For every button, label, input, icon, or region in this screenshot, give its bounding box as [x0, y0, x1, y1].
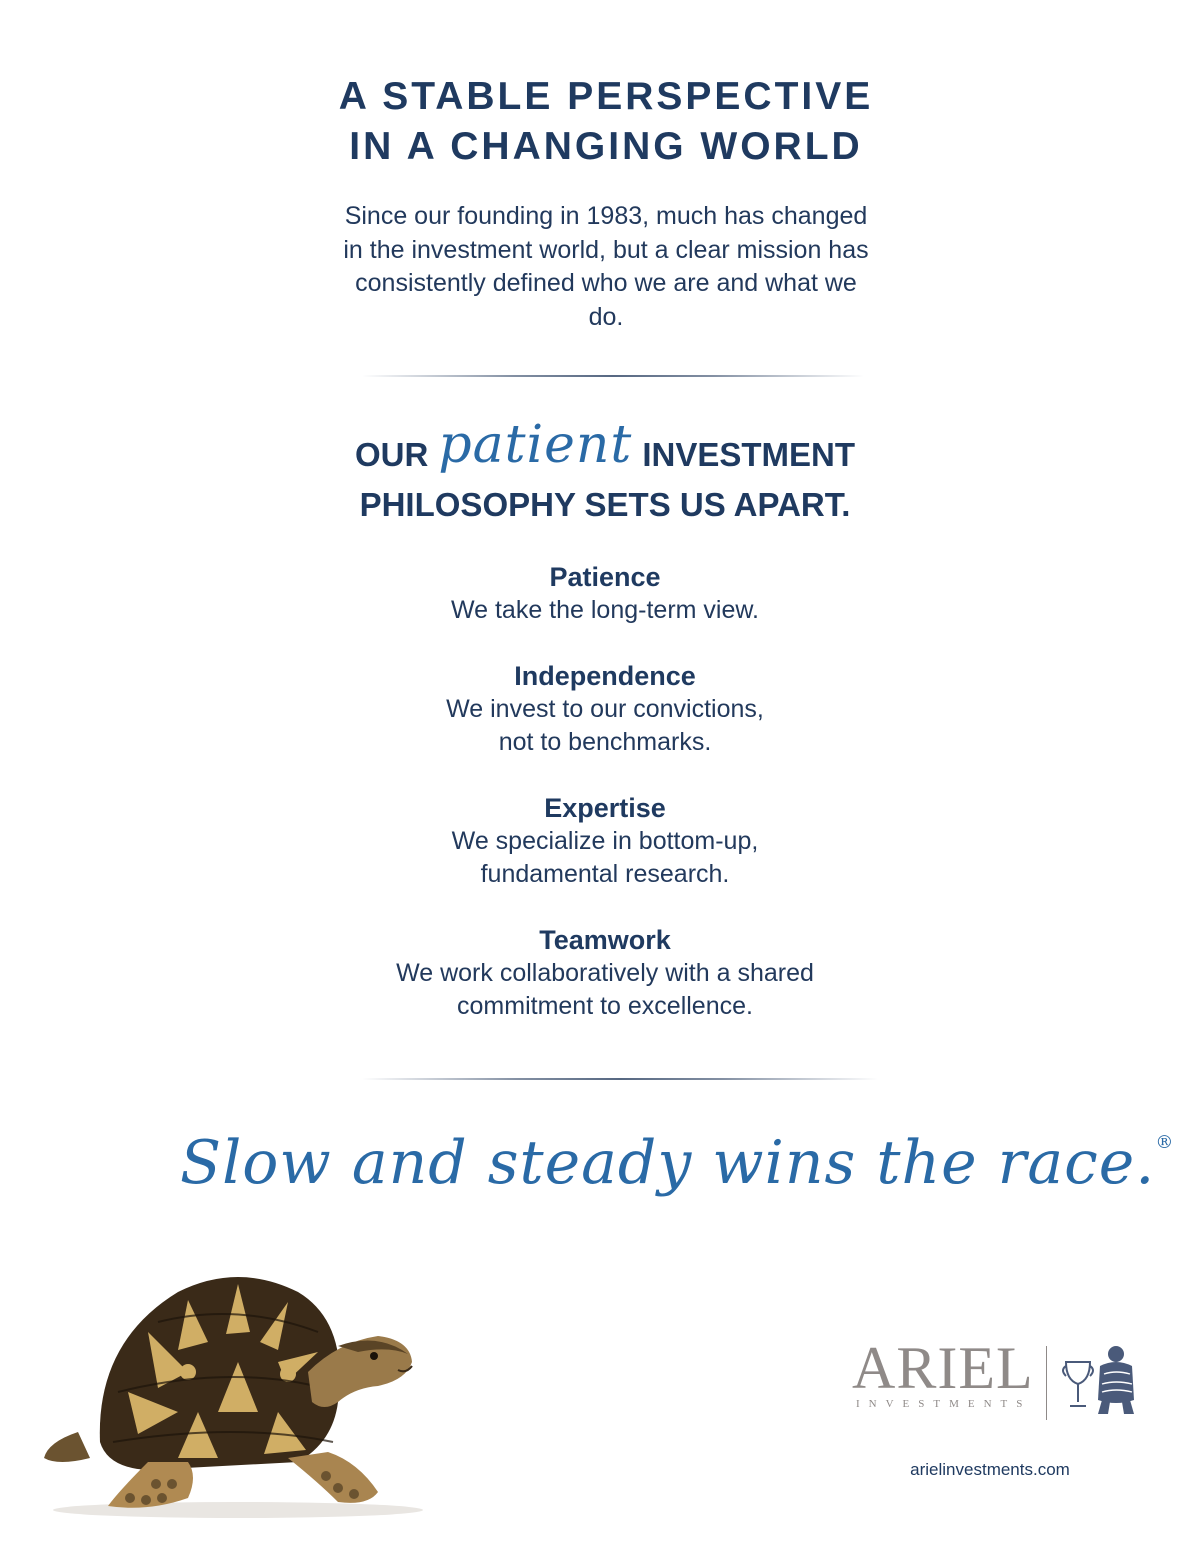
value-line: fundamental research. — [480, 860, 730, 888]
logo-subtitle: INVESTMENTS — [856, 1398, 1032, 1410]
values-list — [0, 560, 1200, 1055]
website-link[interactable]: arielinvestments.com — [910, 1460, 1070, 1479]
logo-divider — [1046, 1346, 1047, 1420]
tortoise-trophy-emblem — [1060, 1340, 1144, 1418]
value-description — [0, 693, 1200, 759]
heading-suffix: INVESTMENT — [642, 436, 855, 473]
page-title — [0, 72, 1200, 172]
value-item-independence — [0, 659, 1200, 759]
value-title: Teamwork — [539, 925, 671, 955]
heading-prefix: OUR — [354, 436, 429, 473]
divider-bottom — [362, 1078, 878, 1080]
philosophy-heading-line-2: PHILOSOPHY SETS US APART. — [359, 486, 851, 523]
intro-paragraph: Since our founding in 1983, much has changed in the investment world, but a clear mission has consistently defined who we are and what we do. — [343, 202, 869, 331]
value-item-teamwork — [0, 923, 1200, 1023]
title-line-2: IN A CHANGING WORLD — [349, 125, 863, 168]
value-description — [0, 825, 1200, 891]
heading-script-word: patient — [438, 415, 633, 475]
registered-mark: ® — [1155, 1132, 1175, 1153]
tagline-text: Slow and steady wins the race. — [180, 1128, 1156, 1198]
value-line: We specialize in bottom-up, — [451, 827, 759, 855]
ariel-logo — [852, 1336, 1152, 1436]
value-title: Independence — [514, 661, 696, 691]
title-line-1: A STABLE PERSPECTIVE — [338, 75, 874, 118]
philosophy-heading — [0, 415, 1200, 530]
value-line: commitment to excellence. — [457, 992, 753, 1020]
value-line: We invest to our convictions, — [446, 695, 764, 723]
value-title: Patience — [549, 562, 661, 592]
logo-wordmark: ARIEL — [852, 1335, 1034, 1401]
value-line: We take the long-term view. — [450, 596, 759, 624]
divider-top — [362, 375, 864, 377]
tortoise-image — [38, 1262, 428, 1520]
value-description — [0, 957, 1200, 1023]
value-item-patience — [0, 560, 1200, 627]
philosophy-heading-line-1 — [0, 415, 1200, 480]
value-title: Expertise — [544, 793, 666, 823]
value-item-expertise — [0, 791, 1200, 891]
tagline — [180, 1128, 1175, 1198]
value-description — [0, 594, 1200, 627]
value-line: not to benchmarks. — [498, 728, 712, 756]
value-line: We work collaboratively with a shared — [396, 959, 814, 987]
